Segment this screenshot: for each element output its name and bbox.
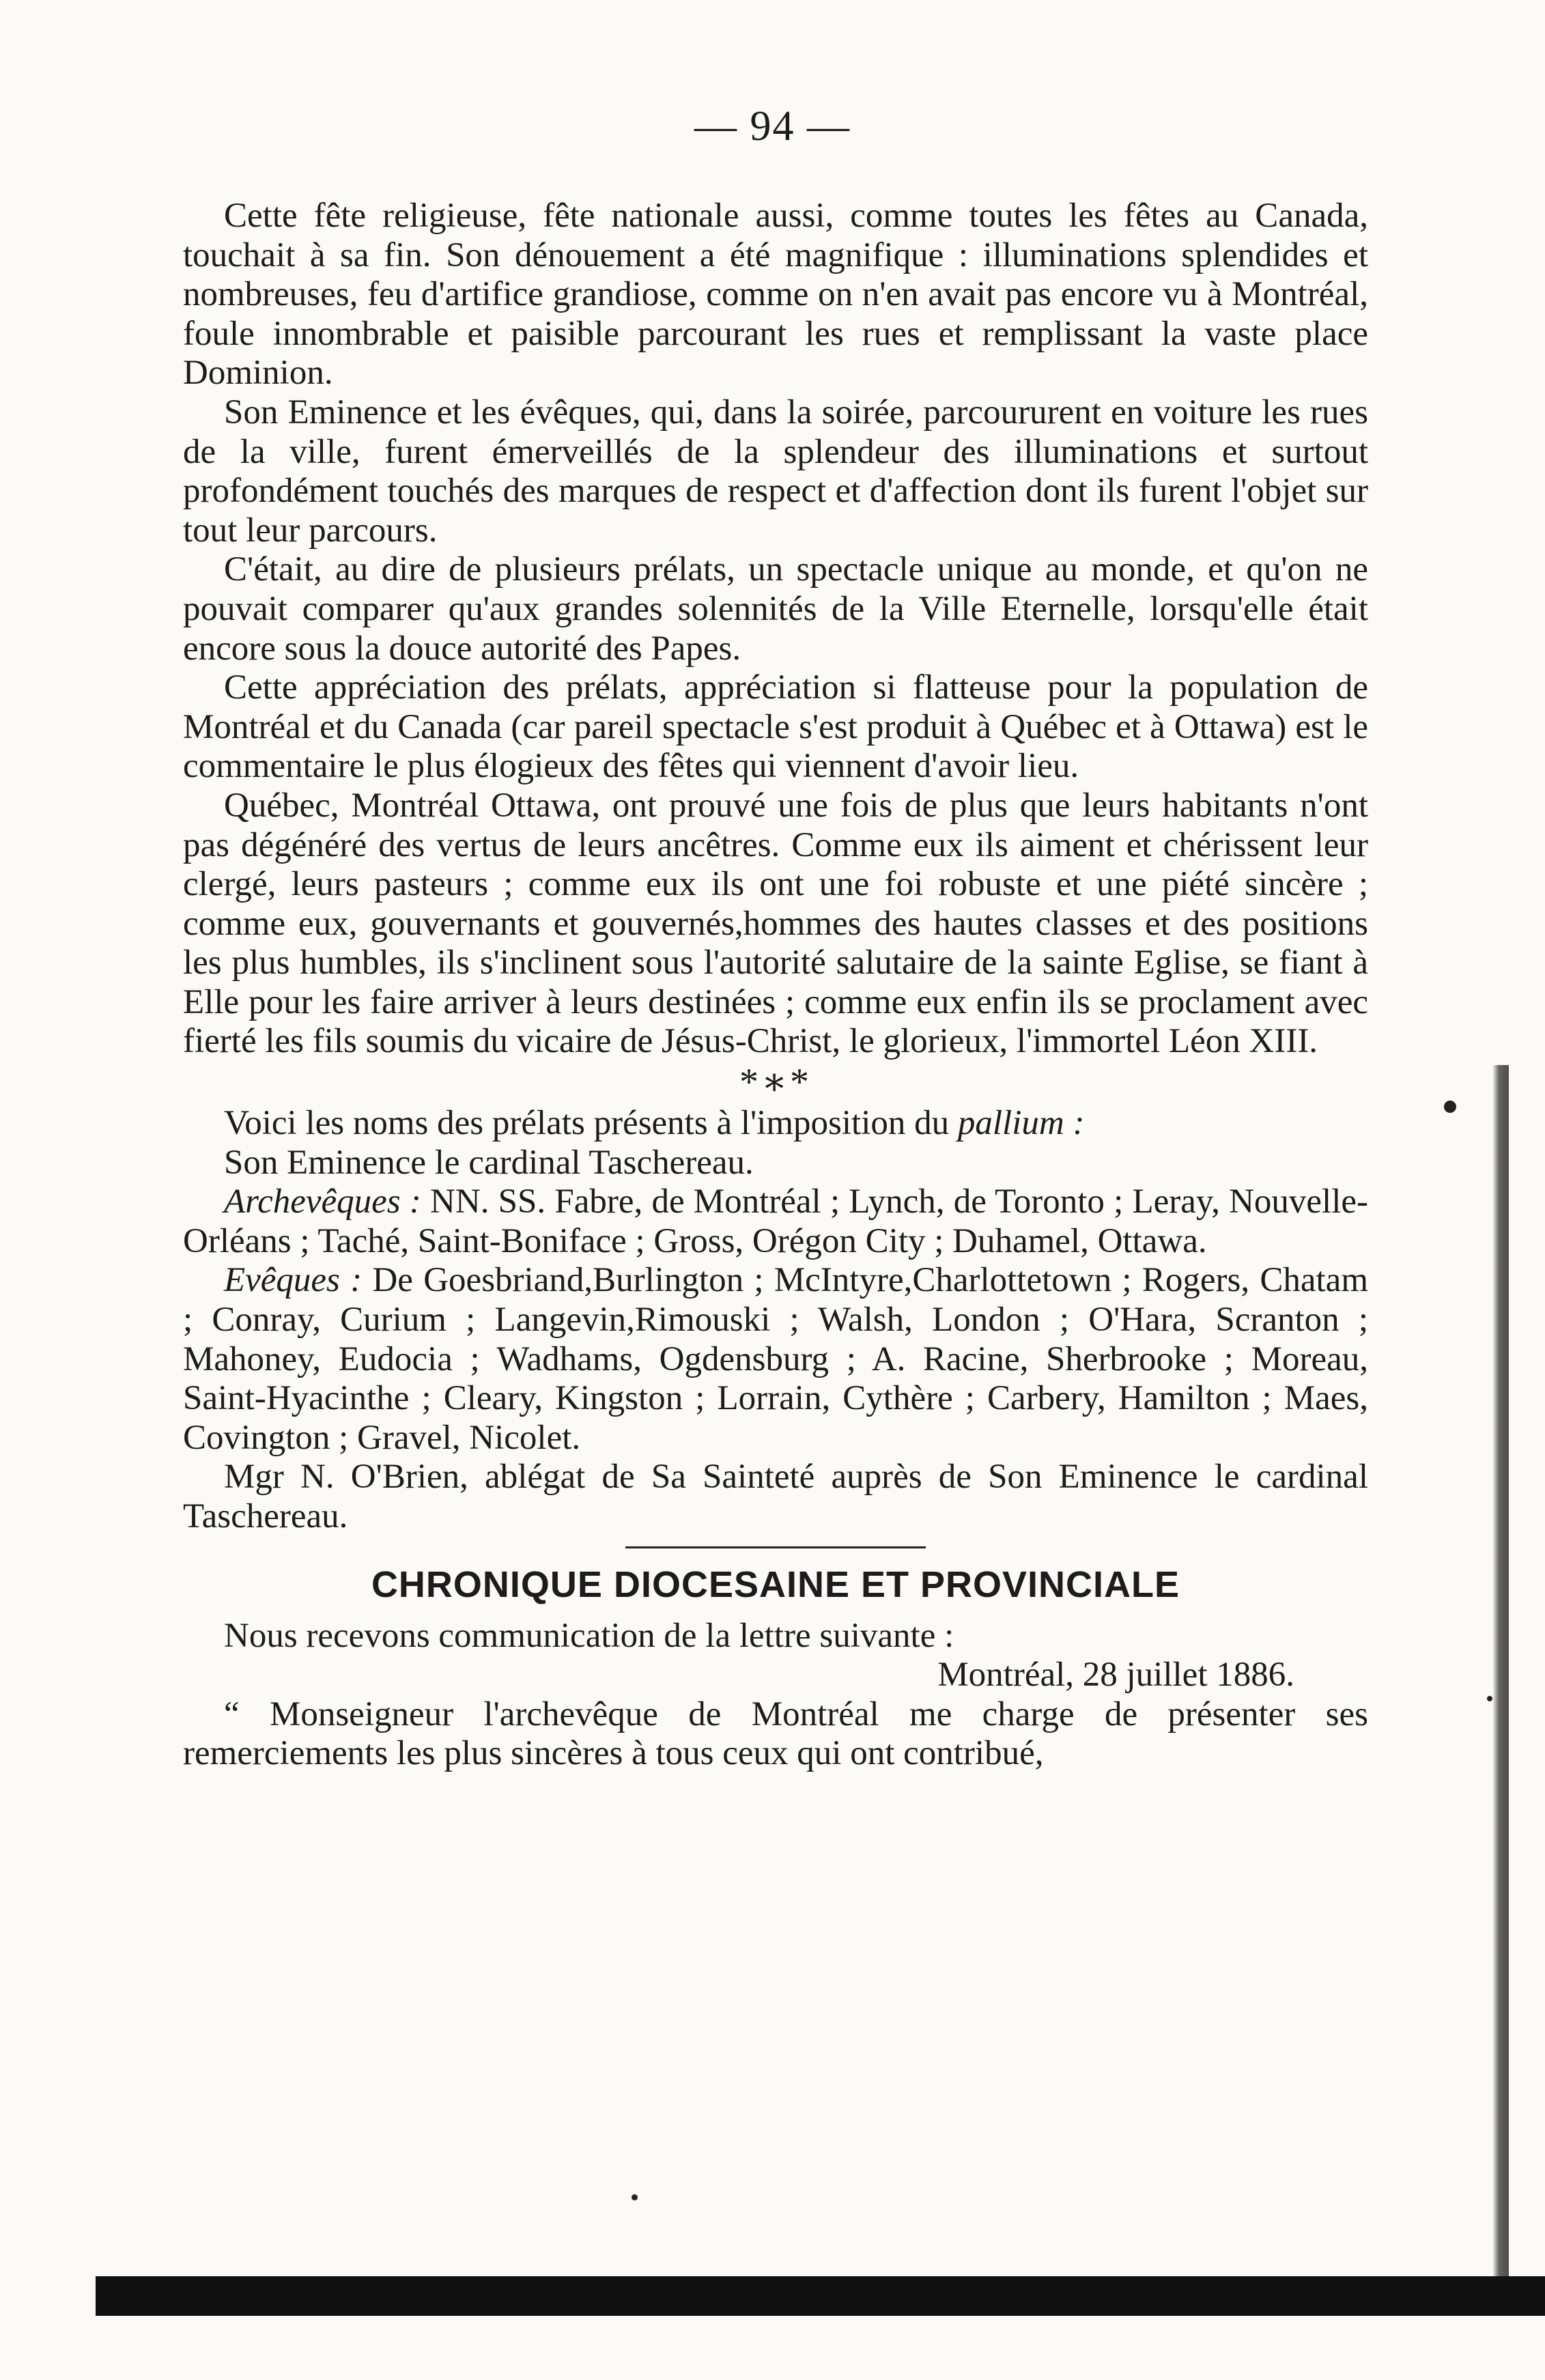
prelates-intro (183, 1104, 1368, 1144)
section-rule (625, 1546, 926, 1548)
bishops-list (183, 1261, 1368, 1458)
letter-intro: Nous recevons communication de la lettre suivante : (224, 1616, 954, 1655)
paragraph-spectacle-unique: C'était, au dire de plusieurs prélats, un spectacle unique au monde, et qu'on ne pouvait comparer qu'aux grandes solennités de la Ville Eternelle, lorsqu'elle était encore sous la douce autorité des Papes. (183, 550, 1368, 668)
pallium-word: pallium : (957, 1104, 1085, 1143)
prelates-intro-text: Voici les noms des prélats présents à l'imposition du (224, 1104, 958, 1143)
binding-shadow (1492, 1065, 1509, 2287)
ablegate-line: Mgr N. O'Brien, ablégat de Sa Sainteté auprès de Son Eminence le cardinal Taschereau. (183, 1458, 1368, 1535)
article-body (183, 197, 1368, 1774)
chronique-heading: CHRONIQUE DIOCESAINE ET PROVINCIALE (371, 1563, 1180, 1605)
bishops-names: De Goesbriand,Burlington ; McIntyre,Charlottetown ; Rogers, Chatam ; Conray, Curium ; Langevin,Rimouski ; Walsh, London ; O'Hara, Scranton ; Mahoney, Eudocia ; Wadhams, Ogdensburg ; A. Racine, Sherbrooke ; Moreau, Saint-Hyacinthe ; Cleary, Kingston ; Lorrain, Cythère ; Carbery, Hamilton ; Maes, Covington ; Gravel, Nicolet. (183, 1261, 1368, 1457)
bishops-label: Evêques : (224, 1261, 363, 1300)
archbishops-list (183, 1182, 1368, 1261)
paragraph-eminence-eveques: Son Eminence et les évêques, qui, dans la soirée, parcoururent en voiture les rues de la ville, furent émerveillés de la splendeur des illuminations et surtout profondément touchés des marques de respect et d'affection dont ils furent l'objet sur tout leur parcours. (183, 393, 1368, 550)
scan-bottom-border (96, 2276, 1545, 2316)
letter-opening: “ Monseigneur l'archevêque de Montréal me charge de présenter ses remerciements les plus sincères à tous ceux qui ont contribué, (183, 1695, 1368, 1773)
asterism-separator: *∗* (739, 1061, 812, 1104)
ink-spot (632, 2194, 638, 2200)
page-number: — 94 — (694, 103, 851, 150)
archbishops-names: NN. SS. Fabre, de Montréal ; Lynch, de Toronto ; Leray, Nouvelle-Orléans ; Taché, Saint-Boniface ; Gross, Orégon City ; Duhamel, Ottawa. (183, 1182, 1368, 1260)
ink-spot (1487, 1696, 1492, 1701)
paragraph-fete-finale: Cette fête religieuse, fête nationale aussi, comme toutes les fêtes au Canada, touchait à sa fin. Son dénouement a été magnifique : illuminations splendides et nombreuses, feu d'artifice grandiose, comme on n'en avait pas encore vu à Montréal, foule innombrable et paisible parcourant les rues et remplissant la vaste place Dominion. (183, 197, 1368, 393)
paragraph-quebec-montreal-ottawa: Québec, Montréal Ottawa, ont prouvé une fois de plus que leurs habitants n'ont pas dégénéré des vertus de leurs ancêtres. Comme eux ils aiment et chérissent leur clergé, leurs pasteurs ; comme eux ils ont une foi robuste et une piété sincère ; comme eux, gouvernants et gouvernés,hommes des hautes classes et des positions les plus humbles, ils s'inclinent sous l'autorité salutaire de la sainte Eglise, se fiant à Elle pour les faire arriver à leurs destinées ; comme eux enfin ils se proclament avec fierté les fils soumis du vicaire de Jésus-Christ, le glorieux, l'immortel Léon XIII. (183, 786, 1368, 1061)
ink-spot (1444, 1101, 1456, 1113)
letter-dateline: Montréal, 28 juillet 1886. (937, 1656, 1294, 1695)
archbishops-label: Archevêques : (224, 1182, 421, 1221)
paragraph-appreciation: Cette appréciation des prélats, appréciation si flatteuse pour la population de Montréal et du Canada (car pareil spectacle s'est produit à Québec et à Ottawa) est le commentaire le plus élogieux des fêtes qui viennent d'avoir lieu. (183, 668, 1368, 786)
cardinal-line: Son Eminence le cardinal Taschereau. (224, 1143, 754, 1182)
